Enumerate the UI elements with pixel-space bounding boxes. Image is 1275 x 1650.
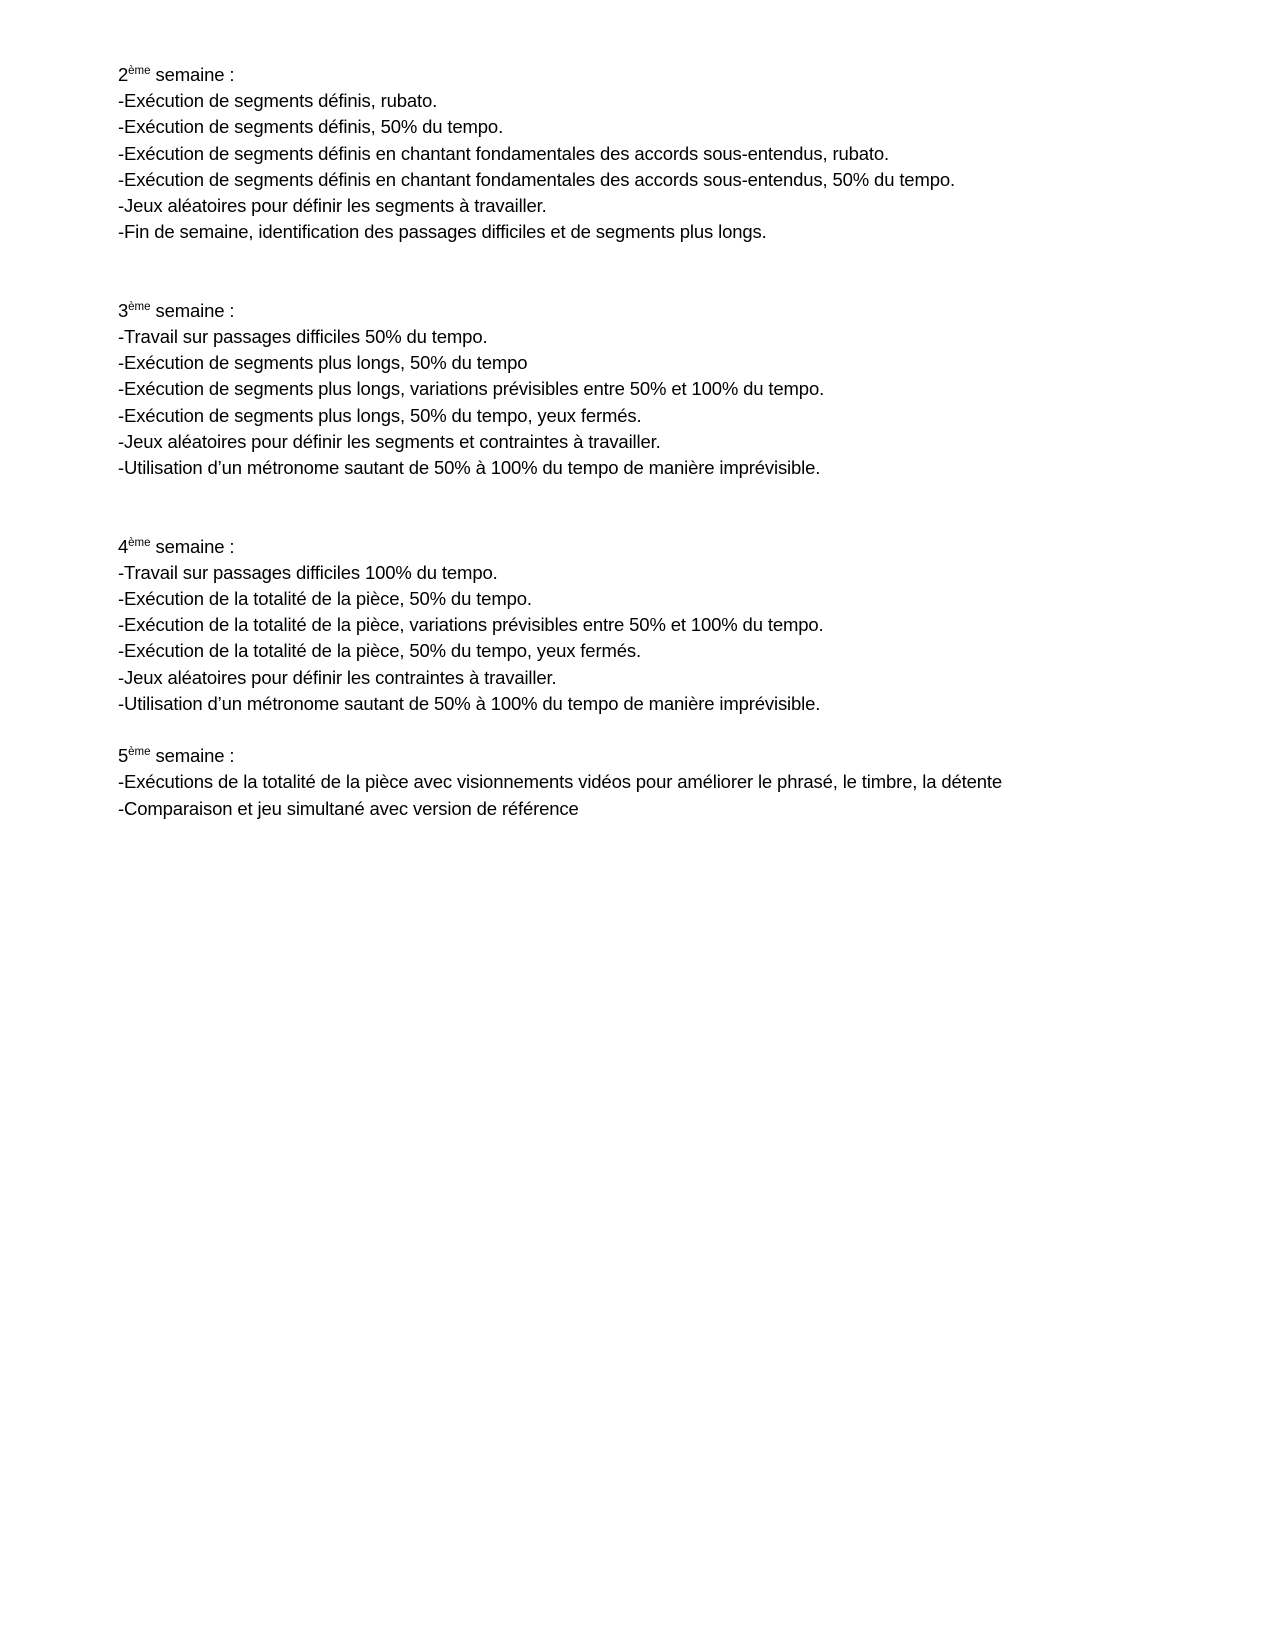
section-gap [118, 717, 1168, 743]
section-heading-week-5 [118, 743, 1168, 769]
document-body [118, 62, 1168, 822]
list-item: -Exécution de la totalité de la pièce, variations prévisibles entre 50% et 100% du tempo. [118, 614, 824, 636]
section-gap [118, 481, 1168, 533]
list-item: -Exécution de segments plus longs, 50% du tempo [118, 352, 528, 374]
list-item: -Exécution de segments définis, 50% du tempo. [118, 116, 504, 138]
section-gap [118, 245, 1168, 297]
list-item: -Exécutions de la totalité de la pièce avec visionnements vidéos pour améliorer le phrasé, le timbre, la détente [118, 771, 1003, 793]
section-heading-week-2 [118, 62, 1168, 88]
heading-number-week-2: 2 [118, 64, 129, 85]
list-item: -Travail sur passages difficiles 100% du tempo. [118, 561, 498, 583]
heading-rest-week-4: semaine : [150, 535, 235, 557]
list-item: -Travail sur passages difficiles 50% du tempo. [118, 326, 488, 348]
list-item: -Fin de semaine, identification des passages difficiles et de segments plus longs. [118, 221, 767, 243]
heading-ordinal-suffix-week-3: ème [128, 300, 151, 313]
list-item: -Utilisation d’un métronome sautant de 50% à 100% du tempo de manière imprévisible. [118, 457, 821, 479]
heading-ordinal-suffix-week-4: ème [128, 536, 151, 549]
section-heading-week-4 [118, 534, 1168, 560]
list-item: -Exécution de la totalité de la pièce, 50% du tempo. [118, 588, 532, 610]
list-item: -Exécution de segments définis en chantant fondamentales des accords sous-entendus, rubato. [118, 142, 890, 164]
heading-rest-week-3: semaine : [150, 299, 235, 321]
heading-number-week-4: 4 [118, 535, 129, 557]
list-item: -Jeux aléatoires pour définir les segments et contraintes à travailler. [118, 430, 661, 452]
list-item: -Exécution de segments plus longs, 50% du tempo, yeux fermés. [118, 404, 642, 426]
heading-number-week-5: 5 [118, 745, 129, 767]
heading-ordinal-suffix-week-2: ème [128, 64, 151, 77]
section-heading-week-3 [118, 298, 1168, 324]
list-item: -Utilisation d’un métronome sautant de 50% à 100% du tempo de manière imprévisible. [118, 692, 821, 714]
list-item: -Jeux aléatoires pour définir les segments à travailler. [118, 195, 547, 217]
heading-number-week-3: 3 [118, 299, 129, 321]
heading-rest-week-5: semaine : [150, 745, 235, 767]
list-item: -Jeux aléatoires pour définir les contraintes à travailler. [118, 666, 557, 688]
heading-rest-week-2: semaine : [150, 64, 235, 85]
list-item: -Exécution de la totalité de la pièce, 50% du tempo, yeux fermés. [118, 640, 641, 662]
list-item: -Exécution de segments plus longs, variations prévisibles entre 50% et 100% du tempo. [118, 378, 825, 400]
list-item: -Exécution de segments définis en chantant fondamentales des accords sous-entendus, 50% du tempo. [118, 168, 955, 190]
heading-ordinal-suffix-week-5: ème [128, 746, 151, 759]
list-item: -Exécution de segments définis, rubato. [118, 90, 438, 112]
list-item: -Comparaison et jeu simultané avec version de référence [118, 797, 579, 819]
